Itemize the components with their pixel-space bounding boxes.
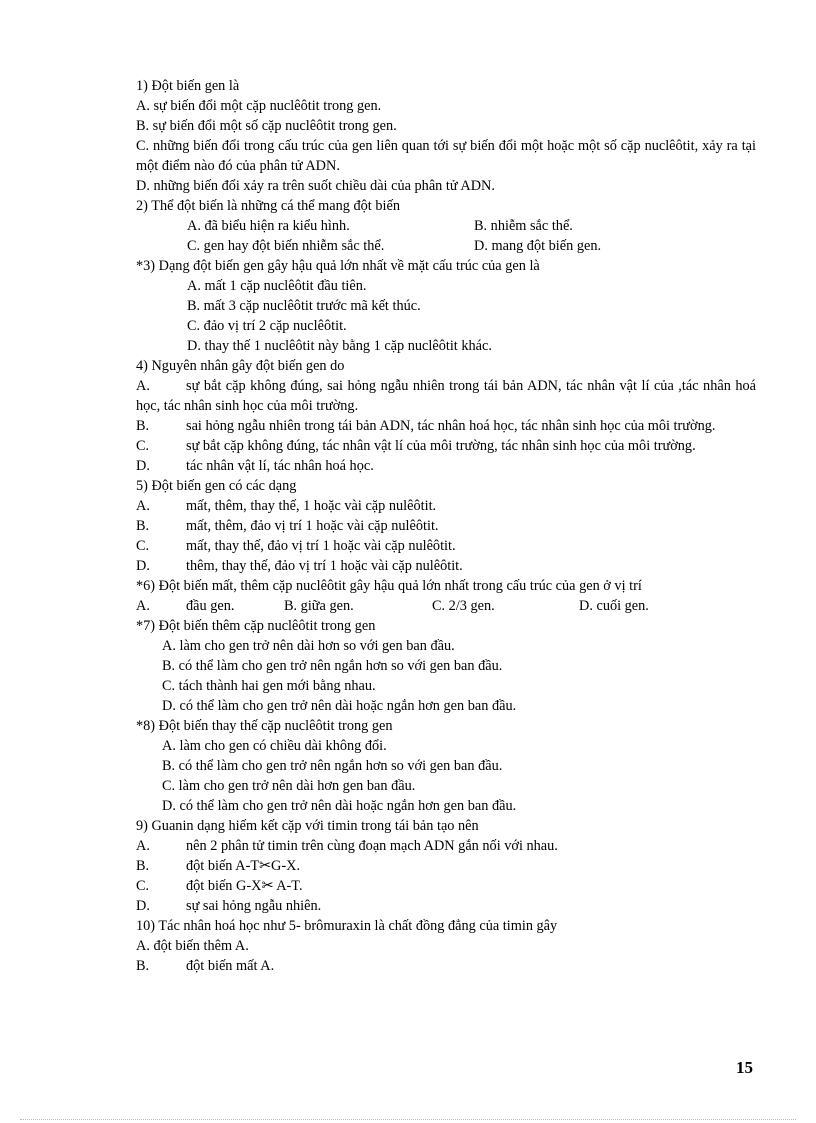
q5-option-b [136, 516, 756, 536]
q5-b-key: B. [136, 518, 150, 534]
q6-option-d: D. cuối gen. [579, 598, 649, 614]
q7-option-c: C. tách thành hai gen mới bằng nhau. [162, 678, 376, 694]
q4-d-text: tác nhân vật lí, tác nhân hoá học. [186, 458, 374, 474]
q9-option-c [136, 876, 756, 896]
q4-d-key: D. [136, 458, 150, 474]
q6-option-c: C. 2/3 gen. [432, 598, 495, 614]
q9-b-text: đột biến A-T✂G-X. [186, 858, 301, 874]
q4-b-text: sai hỏng ngẫu nhiên trong tái bản ADN, tác nhân hoá học, tác nhân sinh học của môi trường. [186, 418, 716, 434]
q7-option-a: A. làm cho gen trở nên dài hơn so với gen ban đầu. [162, 638, 455, 654]
q8-option-d: D. có thể làm cho gen trở nên dài hoặc ngắn hơn gen ban đầu. [162, 798, 517, 814]
q4-option-b [136, 416, 756, 436]
q5-option-d [136, 556, 756, 576]
question-1: 1) Đột biến gen là [136, 78, 240, 94]
question-6: *6) Đột biến mất, thêm cặp nuclêôtit gây hậu quả lớn nhất trong cấu trúc của gen ở vị trí [136, 578, 642, 594]
q10-option-a: A. đột biến thêm A. [136, 938, 249, 954]
q9-c-key: C. [136, 878, 150, 894]
q4-a-key: A. [136, 378, 150, 394]
q4-c-text: sự bắt cặp không đúng, tác nhân vật lí của môi trường, tác nhân sinh học của môi trường. [186, 438, 696, 454]
footer-divider [20, 1119, 796, 1120]
question-7: *7) Đột biến thêm cặp nuclêôtit trong gen [136, 618, 376, 634]
q2-option-b: B. nhiễm sắc thể. [474, 218, 573, 234]
q5-d-text: thêm, thay thế, đảo vị trí 1 hoặc vài cặp nulêôtit. [186, 558, 463, 574]
question-8: *8) Đột biến thay thế cặp nuclêôtit trong gen [136, 718, 393, 734]
q1-option-a: A. sự biến đổi một cặp nuclêôtit trong gen. [136, 98, 382, 114]
q7-option-b: B. có thể làm cho gen trở nên ngắn hơn so với gen ban đầu. [162, 658, 503, 674]
question-5: 5) Đột biến gen có các dạng [136, 478, 297, 494]
q10-b-key: B. [136, 958, 150, 974]
q5-a-key: A. [136, 498, 150, 514]
q9-option-d [136, 896, 756, 916]
q5-c-key: C. [136, 538, 150, 554]
q4-a-text: sự bắt cặp không đúng, sai hỏng ngẫu nhiên trong tái bản ADN, tác nhân vật lí của ,tác nhân hoá học, tác nhân sinh học của môi trường. [136, 378, 756, 414]
q3-option-a: A. mất 1 cặp nuclêôtit đầu tiên. [187, 278, 367, 294]
question-3: *3) Dạng đột biến gen gây hậu quả lớn nhất về mặt cấu trúc của gen là [136, 258, 540, 274]
document-body [136, 76, 756, 976]
q3-option-d: D. thay thế 1 nuclêôtit này bằng 1 cặp nuclêôtit khác. [187, 338, 492, 354]
q1-option-b: B. sự biến đổi một số cặp nuclêôtit trong gen. [136, 118, 397, 134]
q2-option-c: C. gen hay đột biến nhiễm sắc thể. [187, 238, 385, 254]
q2-row-2 [136, 236, 756, 256]
q4-option-d [136, 456, 756, 476]
q3-option-c: C. đảo vị trí 2 cặp nuclêôtit. [187, 318, 347, 334]
question-10: 10) Tác nhân hoá học như 5- brômuraxin là chất đồng đẳng của timin gây [136, 918, 558, 934]
q4-c-key: C. [136, 438, 150, 454]
q8-option-b: B. có thể làm cho gen trở nên ngắn hơn so với gen ban đầu. [162, 758, 503, 774]
q6-options [136, 596, 756, 616]
q2-option-d: D. mang đột biến gen. [474, 238, 602, 254]
q9-option-a [136, 836, 756, 856]
q4-option-c [136, 436, 756, 456]
q9-a-key: A. [136, 838, 150, 854]
q6-a-key: A. [136, 598, 150, 614]
page-number: 15 [736, 1058, 753, 1077]
q5-option-a [136, 496, 756, 516]
q8-option-c: C. làm cho gen trở nên dài hơn gen ban đầu. [162, 778, 416, 794]
question-9: 9) Guanin dạng hiếm kết cặp với timin trong tái bản tạo nên [136, 818, 479, 834]
q8-option-a: A. làm cho gen có chiều dài không đổi. [162, 738, 387, 754]
q4-option-a [136, 376, 756, 416]
q5-option-c [136, 536, 756, 556]
q10-b-text: đột biến mất A. [186, 958, 275, 974]
q6-option-b: B. giữa gen. [284, 598, 354, 614]
q5-d-key: D. [136, 558, 150, 574]
q5-a-text: mất, thêm, thay thế, 1 hoặc vài cặp nulêôtit. [186, 498, 437, 514]
q1-option-d: D. những biến đổi xảy ra trên suốt chiều dài của phân tử ADN. [136, 178, 495, 194]
q5-c-text: mất, thay thế, đảo vị trí 1 hoặc vài cặp nulêôtit. [186, 538, 456, 554]
q4-b-key: B. [136, 418, 150, 434]
q9-d-key: D. [136, 898, 150, 914]
q2-row-1 [136, 216, 756, 236]
q1-option-c: C. những biến đổi trong cấu trúc của gen liên quan tới sự biến đổi một hoặc một số cặp nuclêôtit, xảy ra tại một điểm nào đó của phân tử ADN. [136, 138, 756, 174]
q9-a-text: nên 2 phân tử timin trên cùng đoạn mạch ADN gắn nối với nhau. [186, 838, 558, 854]
q6-option-a: đầu gen. [186, 598, 235, 614]
q10-option-b [136, 956, 756, 976]
q5-b-text: mất, thêm, đảo vị trí 1 hoặc vài cặp nulêôtit. [186, 518, 439, 534]
q9-option-b [136, 856, 756, 876]
question-4: 4) Nguyên nhân gây đột biến gen do [136, 358, 345, 374]
q3-option-b: B. mất 3 cặp nuclêôtit trước mã kết thúc. [187, 298, 421, 314]
question-2: 2) Thể đột biến là những cá thể mang đột biến [136, 198, 400, 214]
q9-b-key: B. [136, 858, 150, 874]
q9-d-text: sự sai hỏng ngẫu nhiên. [186, 898, 322, 914]
q2-option-a: A. đã biểu hiện ra kiểu hình. [187, 218, 350, 234]
q7-option-d: D. có thể làm cho gen trở nên dài hoặc ngắn hơn gen ban đầu. [162, 698, 517, 714]
q9-c-text: đột biến G-X✂ A-T. [186, 878, 303, 894]
